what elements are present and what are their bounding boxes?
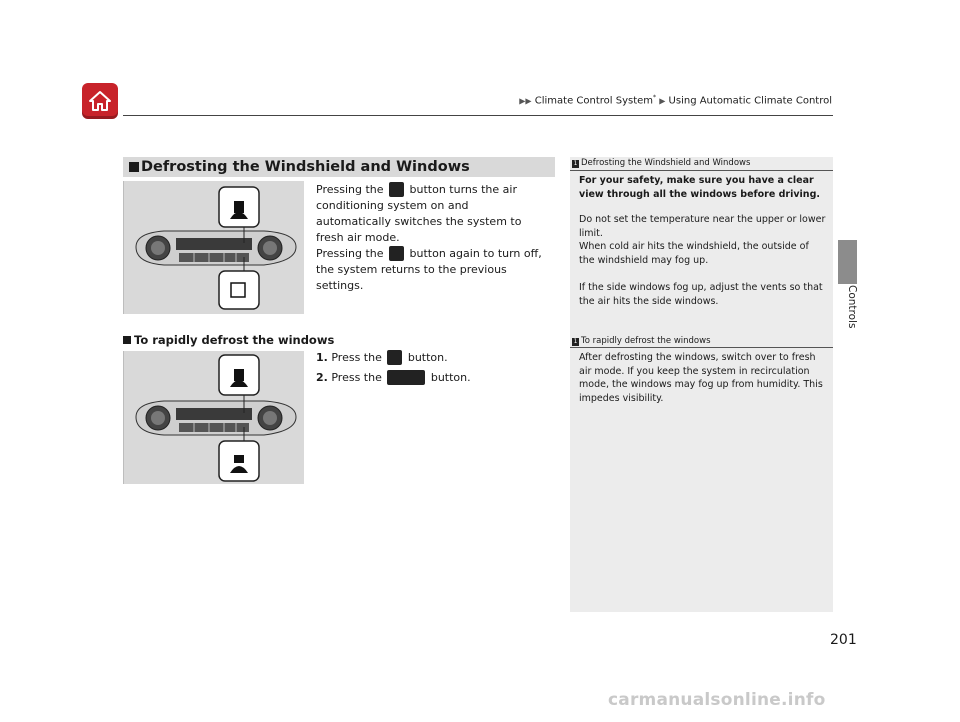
paragraph-defrost-off: Pressing the button again to turn off, the system returns to the previous settings. xyxy=(316,247,542,292)
section-title: Defrosting the Windshield and Windows xyxy=(141,159,470,175)
breadcrumb-asterisk: * xyxy=(653,94,657,101)
home-button[interactable] xyxy=(82,83,118,119)
defrost-illustration-1 xyxy=(123,181,304,314)
note-safety-warning: For your safety, make sure you have a clear view through all the windows before driving. xyxy=(579,175,820,200)
note-side-windows: If the side windows fog up, adjust the vents so that the air hits the side windows. xyxy=(579,282,823,307)
paragraph-defrost-on: Pressing the button turns the air conditioning system on and automatically switches the system to fresh air mode. xyxy=(316,183,522,244)
note-divider xyxy=(570,347,833,348)
note-ref-icon: 1 xyxy=(573,160,578,167)
note-cold-air: When cold air hits the windshield, the outside of the windshield may fog up. xyxy=(579,241,809,266)
note-heading-rapid-defrost: 1 To rapidly defrost the windows xyxy=(573,336,711,346)
breadcrumb-arrow-icon: ▶ xyxy=(659,96,666,106)
breadcrumb xyxy=(519,94,832,106)
recirculation-icon xyxy=(387,370,425,385)
side-tab-marker xyxy=(838,240,857,284)
front-defrost-icon xyxy=(387,350,402,365)
breadcrumb-current: Using Automatic Climate Control xyxy=(668,95,832,107)
climate-panel-illustration xyxy=(124,351,304,484)
watermark: carmanualsonline.info xyxy=(608,690,826,710)
note-temperature: Do not set the temperature near the upper or lower limit. xyxy=(579,214,826,239)
header-divider xyxy=(123,115,833,116)
note-ref-icon: 1 xyxy=(573,338,578,345)
section-bullet-icon xyxy=(129,162,139,172)
note-divider xyxy=(570,170,833,171)
breadcrumb-arrow-icon: ▶▶ xyxy=(519,96,532,106)
note-heading-defrost: 1 Defrosting the Windshield and Windows xyxy=(573,158,751,168)
note-fresh-air: After defrosting the windows, switch over to fresh air mode. If you keep the system in recirculation mode, the windows may fog up from humidity. This impedes visibility. xyxy=(579,352,823,404)
front-defrost-icon xyxy=(389,182,404,197)
page-number: 201 xyxy=(830,632,857,648)
step-1: 1. Press the button. xyxy=(316,351,448,364)
subsection-bullet-icon xyxy=(123,336,131,344)
step-2: 2. Press the button. xyxy=(316,371,471,384)
side-tab-label: Controls xyxy=(846,285,858,329)
defrost-illustration-2 xyxy=(123,351,304,484)
section-heading xyxy=(123,157,555,177)
subsection-heading: To rapidly defrost the windows xyxy=(123,333,334,347)
climate-panel-illustration xyxy=(124,181,304,314)
front-defrost-icon xyxy=(389,246,404,261)
breadcrumb-link-climate[interactable]: Climate Control System xyxy=(534,95,654,107)
home-icon xyxy=(88,89,112,113)
